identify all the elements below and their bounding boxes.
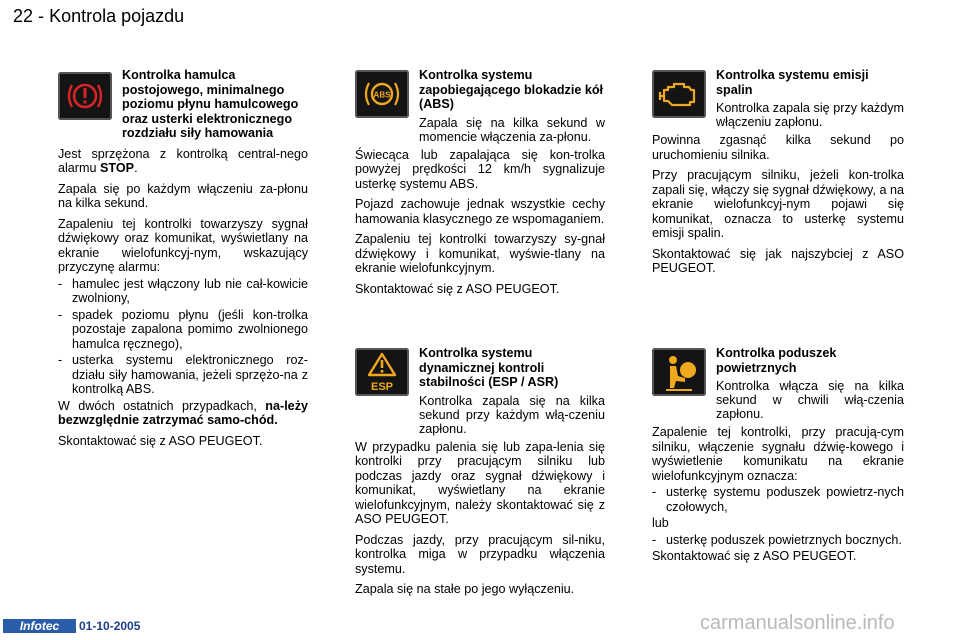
emissions-subtitle: Kontrolka zapala się przy każdym włączeniu zapłonu.: [716, 101, 904, 129]
footer-date: 01-10-2005: [79, 619, 141, 633]
esp-paragraph-3: Zapala się na stałe po jego wyłączeniu.: [355, 582, 575, 596]
esp-warning-icon: [355, 348, 409, 396]
esp-block-head: [355, 346, 605, 436]
list-item: - spadek poziomu płynu (jeśli kon-trolka pozostaje zapalona pomimo zwolnionego hamulca ręcznego),: [58, 308, 308, 352]
abs-paragraph-2: Pojazd zachowuje jednak wszystkie cechy hamowania klasycznego ze wspomaganiem.: [355, 197, 605, 226]
brake-paragraph-1: Jest sprzężona z kontrolką central-nego alarmu STOP.: [58, 146, 308, 175]
page-header: [13, 6, 184, 27]
abs-warning-icon: [355, 70, 409, 118]
abs-paragraph-4: Skontaktować się z ASO PEUGEOT.: [355, 281, 560, 296]
list-item: - usterkę systemu poduszek powietrz-nych czołowych,: [652, 485, 904, 514]
emissions-title: Kontrolka systemu emisji spalin: [716, 68, 869, 97]
airbag-title: Kontrolka poduszek powietrznych: [716, 346, 837, 375]
list-item: - usterka systemu elektronicznego roz-działu siły hamowania, jeżeli sprzężo-na z kontrolką ABS.: [58, 353, 308, 397]
airbag-or: lub: [652, 516, 669, 530]
column-emissions: [652, 68, 904, 282]
brake-warning-icon: [58, 72, 112, 120]
esp-paragraph-2: Podczas jazdy, przy pracującym sil-niku, kontrolka miga w przypadku włączenia systemu.: [355, 532, 605, 576]
brake-stop-warning: na-leży bezwzględnie zatrzymać samo-chód.: [58, 398, 308, 427]
airbag-subtitle: Kontrolka włącza się na kilka sekund w chwili włą-czenia zapłonu.: [716, 379, 904, 421]
airbag-paragraph-1: Zapalenie tej kontrolki, przy pracują-cym silniku, włączenie sygnału dźwię-kowego i wyświetlenie komunikatu na ekranie wielofunkcyjnym oznacza:: [652, 425, 904, 483]
header-separator: -: [38, 6, 45, 26]
list-item: - usterkę poduszek powietrznych bocznych.: [652, 533, 904, 548]
column-esp: [355, 346, 605, 603]
emissions-paragraph-1: Powinna zgasnąć kilka sekund po uruchomieniu silnika.: [652, 133, 904, 162]
esp-title: Kontrolka systemu dynamicznej kontroli stabilności (ESP / ASR): [419, 346, 559, 389]
esp-subtitle: Kontrolka zapala się na kilka sekund przy każdym włą-czeniu zapłonu.: [419, 393, 605, 436]
abs-subtitle: Zapala się na kilka sekund w momencie włączenia za-płonu.: [419, 115, 605, 144]
abs-block-head: [355, 68, 605, 144]
page-title: Kontrola pojazdu: [49, 6, 185, 26]
column-airbags: [652, 346, 904, 570]
stop-label: STOP: [100, 161, 135, 175]
abs-paragraph-3: Zapaleniu tej kontrolki towarzyszy sy-gnał dźwiękowy i komunikat, wyświe-tlany na ekranie wielofunkcyjnym.: [355, 232, 605, 275]
emissions-paragraph-3: Skontaktować się jak najszybciej z ASO PEUGEOT.: [652, 246, 904, 275]
list-item: - hamulec jest włączony lub nie cał-kowicie zwolniony,: [58, 277, 308, 306]
airbag-list-1: [652, 485, 904, 514]
watermark: carmanualsonline.info: [700, 612, 895, 634]
infotec-logo: Infotec: [3, 619, 76, 633]
airbag-list-2: [652, 533, 904, 548]
esp-paragraph-1: W przypadku palenia się lub zapa-lenia się kontrolki przy pracującym silniku lub podczas jazdy oraz sygnał dźwiękowy i komunikat, wyświetlany na ekranie wielofunkcyjnym, należy skontaktować się z ASO PEUGEOT.: [355, 439, 605, 526]
airbag-block-head: [652, 346, 904, 421]
brake-paragraph-2: Zapala się po każdym włączeniu za-płonu na kilka sekund.: [58, 181, 308, 210]
brake-block-head: [58, 68, 308, 141]
engine-warning-icon: [652, 70, 706, 118]
brake-title: Kontrolka hamulca postojowego, minimalnego poziomu płynu hamulcowego oraz usterki elektronicznego rozdziału siły hamowania: [122, 68, 299, 140]
brake-paragraph-4: W dwóch ostatnich przypadkach, na-leży bezwzględnie zatrzymać samo-chód.: [58, 398, 308, 427]
abs-title: Kontrolka systemu zapobiegającego blokadzie kół (ABS): [419, 68, 604, 111]
airbag-warning-icon: [652, 348, 706, 396]
esp-icon-text: ESP: [370, 381, 394, 393]
brake-alarm-list: [58, 277, 308, 397]
brake-paragraph-3: Zapaleniu tej kontrolki towarzyszy sygnał dźwiękowy oraz komunikat, wyświetlany na ekranie wielofunkcyj-nym, wskazujący przyczynę alarmu:: [58, 216, 308, 274]
page-number: 22: [13, 6, 34, 26]
abs-paragraph-1: Świecąca lub zapalająca się kon-trolka powyżej prędkości 12 km/h sygnalizuje usterkę systemu ABS.: [355, 147, 605, 191]
column-abs: [355, 68, 605, 302]
emissions-block-head: [652, 68, 904, 129]
column-brake-warning: [58, 68, 308, 454]
airbag-paragraph-2: Skontaktować się z ASO PEUGEOT.: [652, 549, 857, 563]
svg-text:ABS: ABS: [373, 90, 391, 100]
emissions-paragraph-2: Przy pracującym silniku, jeżeli kon-trolka zapali się, włączy się sygnał dźwiękowy, a na ekranie wielofunkcyj-nym pojawi się komunikat, oznacza to usterkę systemu emisji spalin.: [652, 168, 904, 240]
brake-paragraph-5: Skontaktować się z ASO PEUGEOT.: [58, 433, 263, 448]
